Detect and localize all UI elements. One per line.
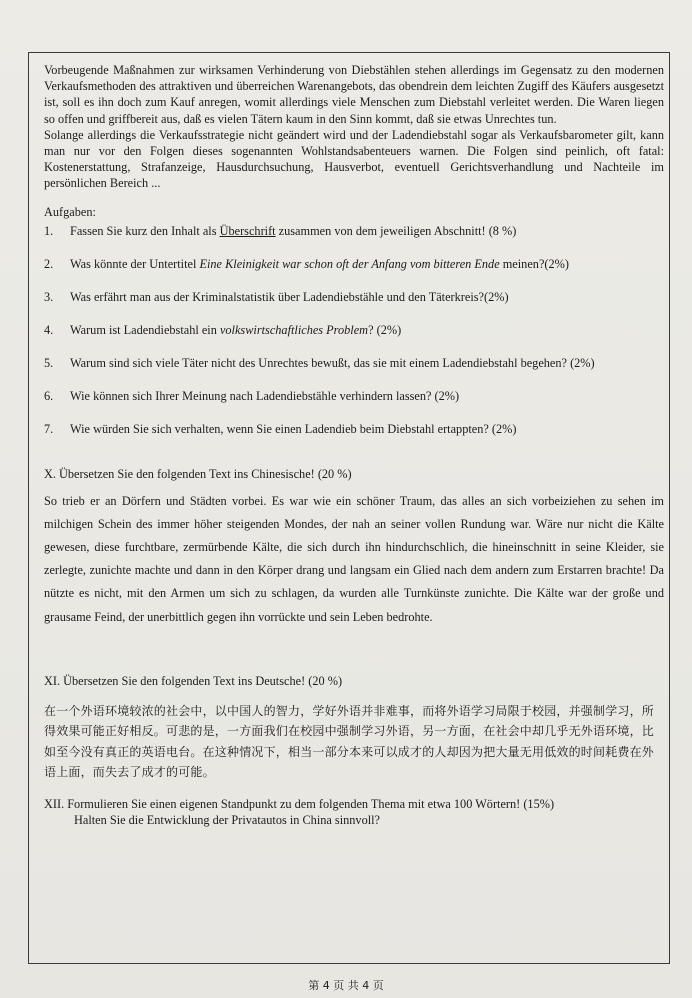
page-footer: 第 4 页 共 4 页 (308, 979, 384, 992)
task-text: Warum sind sich viele Täter nicht des Unrechtes bewußt, das sie mit einem Ladendiebstahl begehen? (2%) (70, 355, 595, 370)
task-item (44, 322, 664, 338)
tasks-heading: Aufgaben: (44, 204, 96, 219)
task-text: Fassen Sie kurz den Inhalt als Überschrift zusammen von dem jeweiligen Abschnitt! (8 %) (70, 223, 517, 238)
task-item (44, 256, 664, 272)
task-text: Wie können sich Ihrer Meinung nach Ladendiebstähle verhindern lassen? (2%) (70, 388, 460, 403)
task-text: Warum ist Ladendiebstahl ein volkswirtschaftliches Problem? (2%) (70, 322, 402, 337)
section-xi-title: XI. Übersetzen Sie den folgenden Text ins Deutsche! (20 %) (44, 673, 343, 688)
task-text: Was könnte der Untertitel Eine Kleinigkeit war schon oft der Anfang vom bitteren Ende meinen?(2%) (70, 256, 569, 271)
task-text: Was erfährt man aus der Kriminalstatistik über Ladendiebstähle und den Täterkreis?(2%) (70, 289, 509, 304)
task-list (44, 223, 664, 437)
task-number: 7. (44, 421, 54, 436)
italic-subtitle: Eine Kleinigkeit war schon oft der Anfang vom bitteren Ende (199, 256, 500, 271)
task-number: 2. (44, 256, 54, 271)
task-number: 6. (44, 388, 54, 403)
page-content (44, 62, 664, 829)
section-x-title: X. Übersetzen Sie den folgenden Text ins Chinesische! (20 %) (44, 466, 352, 481)
underlined-word: Überschrift (219, 223, 276, 238)
intro-paragraph-2: Solange allerdings die Verkaufsstrategie nicht geändert wird und der Ladendiebstahl sogar als Verkaufsbarometer gilt, kann man nur vor den Folgen dieses sogenannten Wohlstandsabenteuers warnen. Die Folgen sind peinlich, oft fatal: Kostenerstattung, Strafanzeige, Hausdurchsuchung, Hausverbot, eventuell Gerichtsverhandlung und Nachteile im persönlichen Bereich ... (44, 127, 664, 191)
task-item (44, 223, 664, 239)
section-x-text: So trieb er an Dörfern und Städten vorbei. Es war wie ein schöner Traum, das alles an sich vorbeiziehen zu sehen im milchigen Schein des immer höher steigenden Mondes, der nah an seiner vollen Rundung war. Wäre nur nicht die Kälte gewesen, diese furchtbare, zermürbende Kälte, die sich durch ihn hindurchschlich, die hineinschnitt in seine Kleider, sie zerlegte, zunichte machte und dann in den Körper drang und langsam ein Glied nach dem andern zum Erstarren brachte! Da nützte es nicht, mit den Armen um sich zu schlagen, da wurden alle Turnkünste zunichte. Die Kälte war der große und grausame Feind, der unerbittlich gegen ihn vorrückte und sein Leben bedrohte. (44, 493, 664, 624)
task-number: 3. (44, 289, 54, 304)
task-text: Wie würden Sie sich verhalten, wenn Sie einen Ladendieb beim Diebstahl ertappten? (2%) (70, 421, 517, 436)
italic-term: volkswirtschaftliches Problem (219, 322, 369, 337)
task-number: 4. (44, 322, 54, 337)
task-item (44, 421, 664, 437)
task-item (44, 289, 664, 305)
task-item (44, 355, 664, 371)
section-xii (44, 796, 664, 829)
section-xi-text: 在一个外语环境较浓的社会中，以中国人的智力，学好外语并非难事，而将外语学习局限于校园，并强制学习，所得效果可能正好相反。可悲的是，一方面我们在校园中强制学习外语，另一方面，在社会中却几乎无外语环境，比如至今没有真正的英语电台。在这种情况下，相当一部分本来可以成才的人却因为把大量无用低效的时间耗费在外语上面，而失去了成才的可能。 (44, 703, 655, 780)
section-xii-title: XII. Formulieren Sie einen eigenen Standpunkt zu dem folgenden Thema mit etwa 100 Wörtern! (15%) (44, 796, 555, 811)
task-item (44, 388, 664, 404)
task-number: 5. (44, 355, 54, 370)
task-number: 1. (44, 223, 54, 238)
section-xii-topic: Halten Sie die Entwicklung der Privatautos in China sinnvoll? (74, 813, 381, 828)
intro-paragraph-1: Vorbeugende Maßnahmen zur wirksamen Verhinderung von Diebstählen stehen allerdings im Gegensatz zu den modernen Verkaufsmethoden des attraktiven und überreichen Warenangebots, das obendrein dem leichten Zugiff des Käufers ausgesetzt ist, soll es ihn doch zum Kauf anregen, womit allerdings viele Menschen zum Diebstahl verleitet werden. Die Waren liegen so offen und griffbereit aus, daß es vielen Tätern kaum in den Sinn kommt, daß sie etwas Unrechtes tun. (44, 63, 664, 126)
